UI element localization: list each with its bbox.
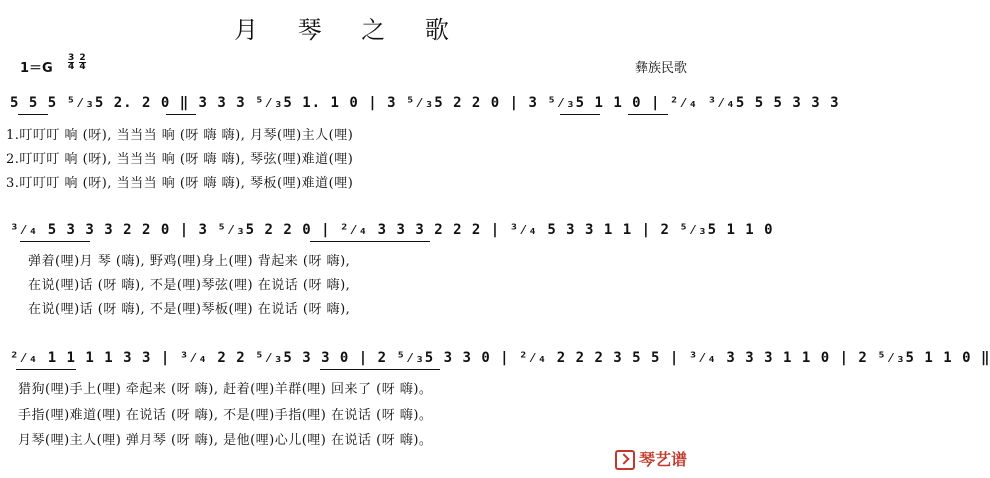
lyric-line-1-2: 2.叮叮叮 响 (呀), 当当当 响 (呀 嗨 嗨), 琴弦(哩)难道(哩): [6, 152, 354, 167]
lyric-line-2-3: 在说(哩)话 (呀 嗨), 不是(哩)琴板(哩) 在说话 (呀 嗨),: [28, 302, 351, 317]
lyric-line-2-1: 弹着(哩)月 琴 (嗨), 野鸡(哩)身上(哩) 背起来 (呀 嗨),: [28, 254, 351, 269]
meter-3-4: $\frac{3}{4}$: [68, 53, 75, 72]
beam-line: [166, 114, 196, 115]
lyric-line-3-3: 月琴(哩)主人(哩) 弹月琴 (呀 嗨), 是他(哩)心儿(哩) 在说话 (呀 嗨)。: [18, 433, 433, 448]
time-signature: [68, 54, 88, 71]
beam-line: [320, 369, 440, 370]
notation-line-3: ²⁄₄ 1 1 1 1 3 3 | ³⁄₄ 2 2 ⁵⁄₃5 3 3 0 | 2 ⁵⁄₃5 3 3 0 | ²⁄₄ 2 2 2 3 5 5 | ³⁄₄ 3 3 3 1 1 0 | 2 ⁵⁄₃5 1 1 0 ‖: [10, 350, 990, 366]
lyric-line-1-3: 3.叮叮叮 响 (呀), 当当当 响 (呀 嗨 嗨), 琴板(哩)难道(哩): [6, 176, 354, 191]
song-source: 彝族民歌: [634, 61, 687, 76]
notation-line-2: ³⁄₄ 5 3 3 3 2 2 0 | 3 ⁵⁄₃5 2 2 0 | ²⁄₄ 3 3 3 2 2 2 | ³⁄₄ 5 3 3 1 1 | 2 ⁵⁄₃5 1 1 0: [10, 222, 774, 238]
beam-line: [20, 241, 90, 242]
lyric-line-1-1: 1.叮叮叮 响 (呀), 当当当 响 (呀 嗨 嗨), 月琴(哩)主人(哩): [6, 128, 354, 143]
meter-2-4: $\frac{2}{4}$: [79, 53, 86, 72]
beam-line: [18, 114, 48, 115]
song-title: 月 琴 之 歌: [234, 16, 465, 44]
beam-line: [310, 241, 430, 242]
site-logo: 琴艺谱: [615, 447, 687, 471]
beam-line: [560, 114, 600, 115]
beam-line: [628, 114, 668, 115]
notation-line-1: 5 5 5 ⁵⁄₃5 2. 2 0 ‖ 3 3 3 ⁵⁄₃5 1. 1 0 | 3 ⁵⁄₃5 2 2 0 | 3 ⁵⁄₃5 1 1 0 | ²⁄₄ ³⁄₄5 5 5 3 3 3: [10, 95, 840, 111]
beam-line: [16, 369, 76, 370]
lyric-line-3-2: 手指(哩)难道(哩) 在说话 (呀 嗨), 不是(哩)手指(哩) 在说话 (呀 嗨)。: [18, 408, 433, 423]
lyric-line-2-2: 在说(哩)话 (呀 嗨), 不是(哩)琴弦(哩) 在说话 (呀 嗨),: [28, 278, 351, 293]
lyric-line-3-1: 猎狗(哩)手上(哩) 牵起来 (呀 嗨), 赶着(哩)羊群(哩) 回来了 (呀 嗨)。: [18, 382, 433, 397]
logo-icon: [615, 450, 635, 470]
key-signature: 1＝G: [20, 61, 53, 76]
